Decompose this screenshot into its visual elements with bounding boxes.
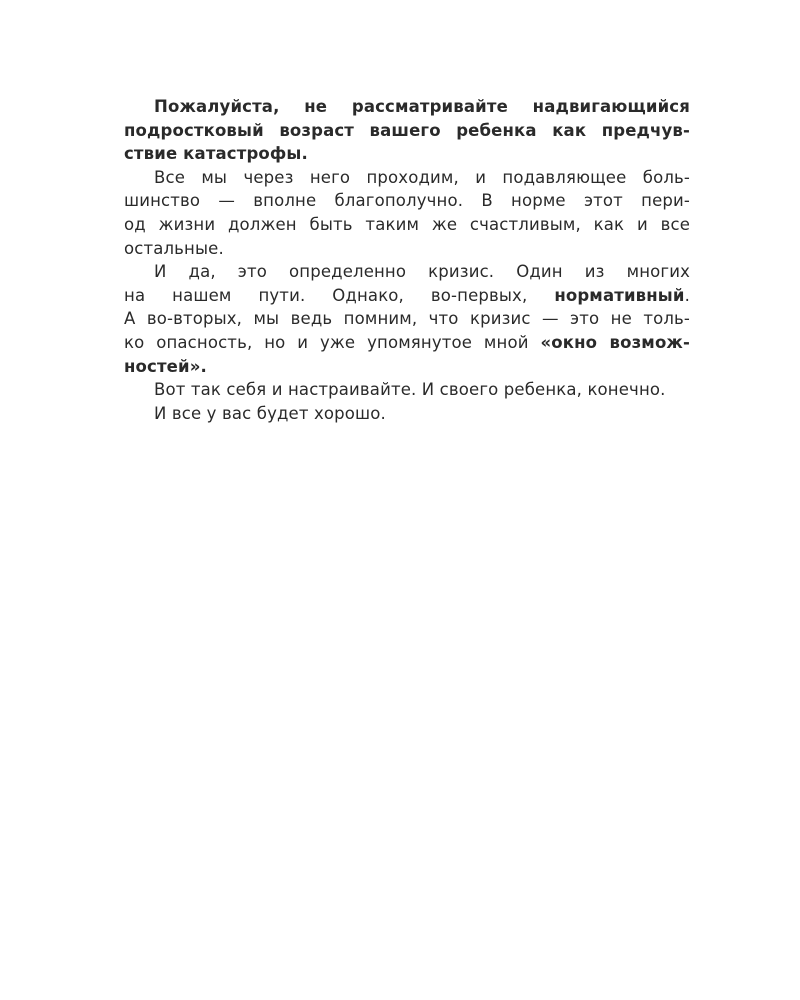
- paragraph: [124, 260, 690, 378]
- paragraph: [124, 378, 690, 402]
- text-line: А во-вторых, мы ведь помним, что кризис — это не толь-: [124, 309, 690, 329]
- text-line: на нашем пути. Однако, во-первых, нормативный.: [124, 285, 690, 305]
- text-line: ствие катастрофы.: [124, 144, 308, 164]
- text-line: ко опасность, но и уже упомянутое мной «окно возмож-: [124, 332, 690, 352]
- paragraph: [124, 402, 690, 426]
- text-line: Все мы через него проходим, и подавляющее боль-: [154, 167, 690, 187]
- emphasis-normative: нормативный: [554, 285, 685, 305]
- text-line: И да, это определенно кризис. Один из многих: [154, 262, 690, 282]
- text-line: Пожалуйста, не рассматривайте надвигающийся: [154, 97, 690, 116]
- text-line: ностей».: [124, 356, 207, 376]
- paragraph: [124, 166, 690, 260]
- emphasis-window: «окно возмож-: [540, 332, 690, 352]
- text-line: подростковый возраст вашего ребенка как предчув-: [124, 120, 690, 140]
- text-line: шинство — вполне благополучно. В норме этот пери-: [124, 191, 690, 211]
- text-line: од жизни должен быть таким же счастливым, как и все: [124, 214, 690, 234]
- text-line: И все у вас будет хорошо.: [154, 403, 386, 423]
- paragraph: [124, 95, 690, 166]
- body-text: [124, 95, 690, 425]
- text-line: Вот так себя и настраивайте. И своего ребенка, конечно.: [154, 380, 666, 400]
- text-line: остальные.: [124, 238, 224, 258]
